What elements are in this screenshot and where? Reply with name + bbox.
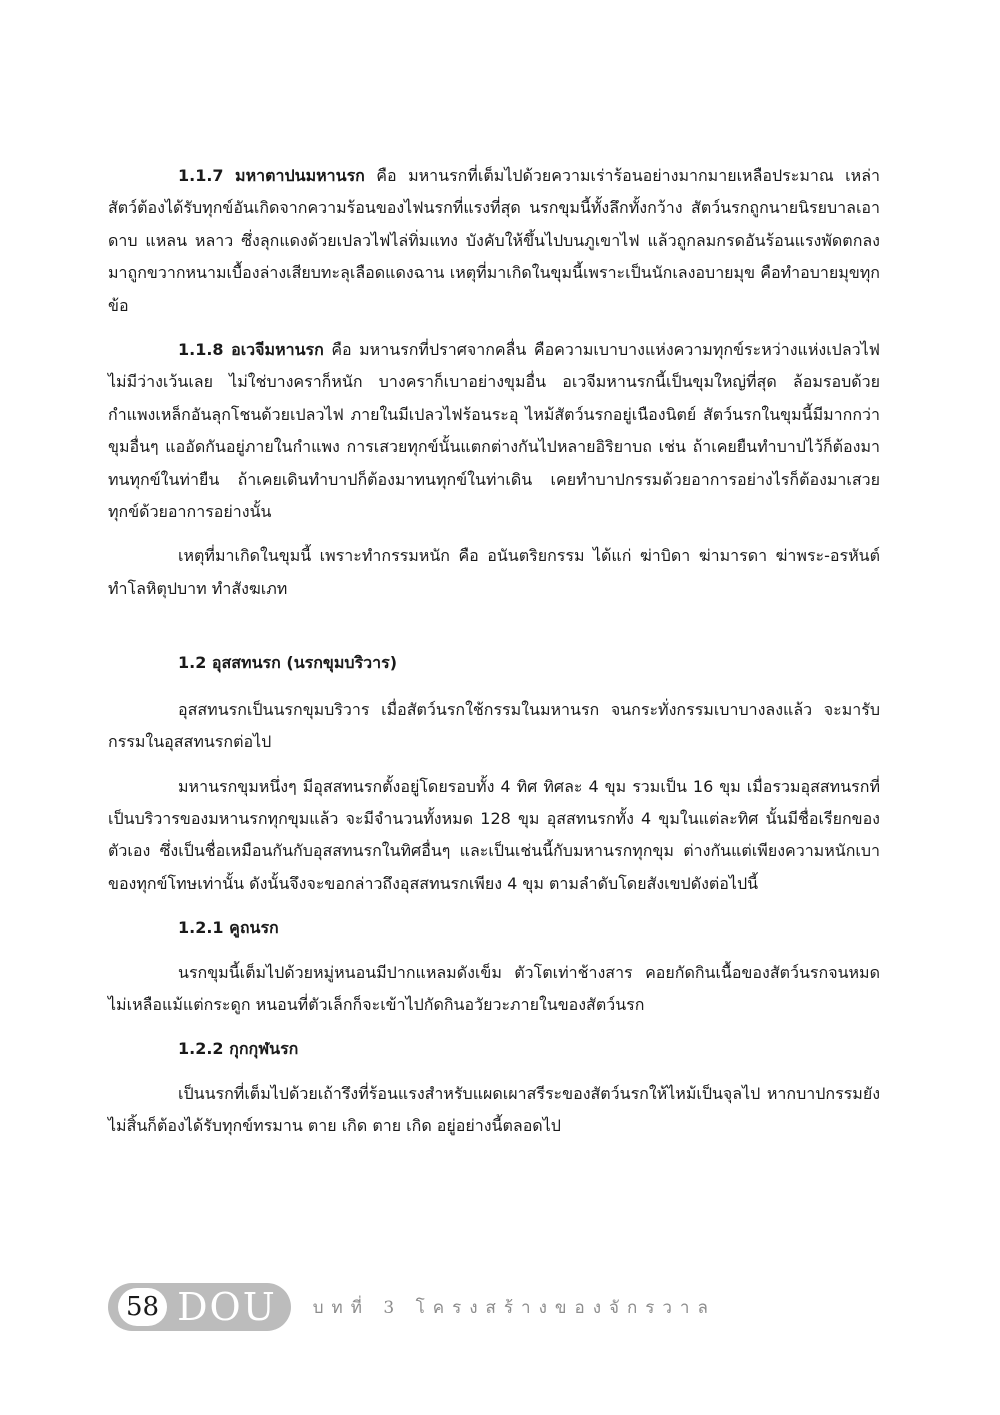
paragraph-1-1-8 [108,334,880,528]
section-body: คือ มหานรกที่ปราศจากคลื่น คือความเบาบางแห่งความทุกข์ระหว่างแห่งเปลวไฟไม่มีว่างเว้นเลย ไม่ใช่บางคราก็หนัก บางคราก็เบาอย่างขุมอื่น อเวจีมหานรกนี้เป็นขุมใหญ่ที่สุด ล้อมรอบด้วยกำแพงเหล็กอันลุกโชนด้วยเปลวไฟ ภายในมีเปลวไฟร้อนระอุ ไหม้สัตว์นรกอยู่เนืองนิตย์ สัตว์นรกในขุมนี้มีมากกว่าขุมอื่นๆ แออัดกันอยู่ภายในกำแพง การเสวยทุกข์นั้นแตกต่างกันไปหลายอิริยาบถ เช่น ถ้าเคยยืนทำบาปไว้ก็ต้องมาทนทุกข์ในท่ายืน ถ้าเคยเดินทำบาปก็ต้องมาทนทุกข์ในท่าเดิน เคยทำบาปกรรมด้วยอาการอย่างไรก็ต้องมาเสวยทุกข์ด้วยอาการอย่างนั้น [108,340,880,522]
paragraph-1-2-b: มหานรกขุมหนึ่งๆ มีอุสสทนรกตั้งอยู่โดยรอบทั้ง 4 ทิศ ทิศละ 4 ขุม รวมเป็น 16 ขุม เมื่อรวมอุสสทนรกที่เป็นบริวารของมหานรกทุกขุมแล้ว จะมีจำนวนทั้งหมด 128 ขุม อุสสทนรกทั้ง 4 ขุมในแต่ละทิศ นั้นมีชื่อเรียกของตัวเอง ซึ่งเป็นชื่อเหมือนกันกับอุสสทนรกในทิศอื่นๆ และเป็นเช่นนี้กับมหานรกทุกขุม ต่างกันแต่เพียงความหนักเบาของทุกข์โทษเท่านั้น ดังนั้นจึงจะขอกล่าวถึงอุสสทนรกเพียง 4 ขุม ตามลำดับโดยสังเขปดังต่อไปนี้ [108,776,880,893]
section-heading-1-2-1: 1.2.1 คูถนรก [178,918,279,938]
page-body [108,160,880,1143]
paragraph-1-2-1: นรกขุมนี้เต็มไปด้วยหมู่หนอนมีปากแหลมดังเข็ม ตัวโตเท่าช้างสาร คอยกัดกินเนื้อของสัตว์นรกจนหมดไม่เหลือแม้แต่กระดูก หนอนที่ตัวเล็กก็จะเข้าไปกัดกินอวัยวะภายในของสัตว์นรก [108,962,880,1014]
paragraph-cause: เหตุที่มาเกิดในขุมนี้ เพราะทำกรรมหนัก คือ อนันตริยกรรม ได้แก่ ฆ่าบิดา ฆ่ามารดา ฆ่าพระ-อรหันต์ ทำโลหิตุปบาท ทำสังฆเภท [108,546,881,598]
section-title: มหาตาปนมหานรก [235,166,365,185]
paragraph-1-2-2: เป็นนรกที่เต็มไปด้วยเถ้ารึงที่ร้อนแรงสำหรับแผดเผาสรีระของสัตว์นรกให้ไหม้เป็นจุลไป หากบาปกรรมยังไม่สิ้นก็ต้องได้รับทุกข์ทรมาน ตาย เกิด ตาย เกิด อยู่อย่างนี้ตลอดไป [108,1083,880,1136]
paragraph-1-1-7 [108,160,880,322]
section-heading-1-2: 1.2 อุสสทนรก (นรกขุมบริวาร) [178,653,398,673]
section-heading-1-2-2: 1.2.2 กุกกุฬนรก [178,1039,299,1059]
page-number: 58 [118,1288,167,1326]
chapter-title: บทที่ 3 โครงสร้างของจักรวาล [312,1297,716,1318]
footer-badge [108,1283,291,1331]
section-number: 1.1.7 [178,166,224,185]
dou-logo: DOU [177,1285,277,1329]
section-number: 1.1.8 [178,340,224,360]
paragraph-1-2-a: อุสสทนรกเป็นนรกขุมบริวาร เมื่อสัตว์นรกใช้กรรมในมหานรก จนกระทั่งกรรมเบาบางลงแล้ว จะมารับกรรมในอุสสทนรกต่อไป [108,699,880,752]
section-title: อเวจีมหานรก [231,340,324,360]
page-footer [108,1282,716,1332]
section-body: คือ มหานรกที่เต็มไปด้วยความเร่าร้อนอย่างมากมายเหลือประมาณ เหล่าสัตว์ต้องได้รับทุกข์อันเกิดจากความร้อนของไฟนรกที่แรงที่สุด นรกขุมนี้ทั้งลึกทั้งกว้าง สัตว์นรกถูกนายนิรยบาลเอาดาบ แหลน หลาว ซึ่งลุกแดงด้วยเปลวไฟไล่ทิ่มแทง บังคับให้ขึ้นไปบนภูเขาไฟ แล้วถูกลมกรดอันร้อนแรงพัดตกลงมาถูกขวากหนามเบื้องล่างเสียบทะลุเลือดแดงฉาน เหตุที่มาเกิดในขุมนี้เพราะเป็นนักเลงอบายมุข คือทำอบายมุขทุกข้อ [108,166,880,315]
